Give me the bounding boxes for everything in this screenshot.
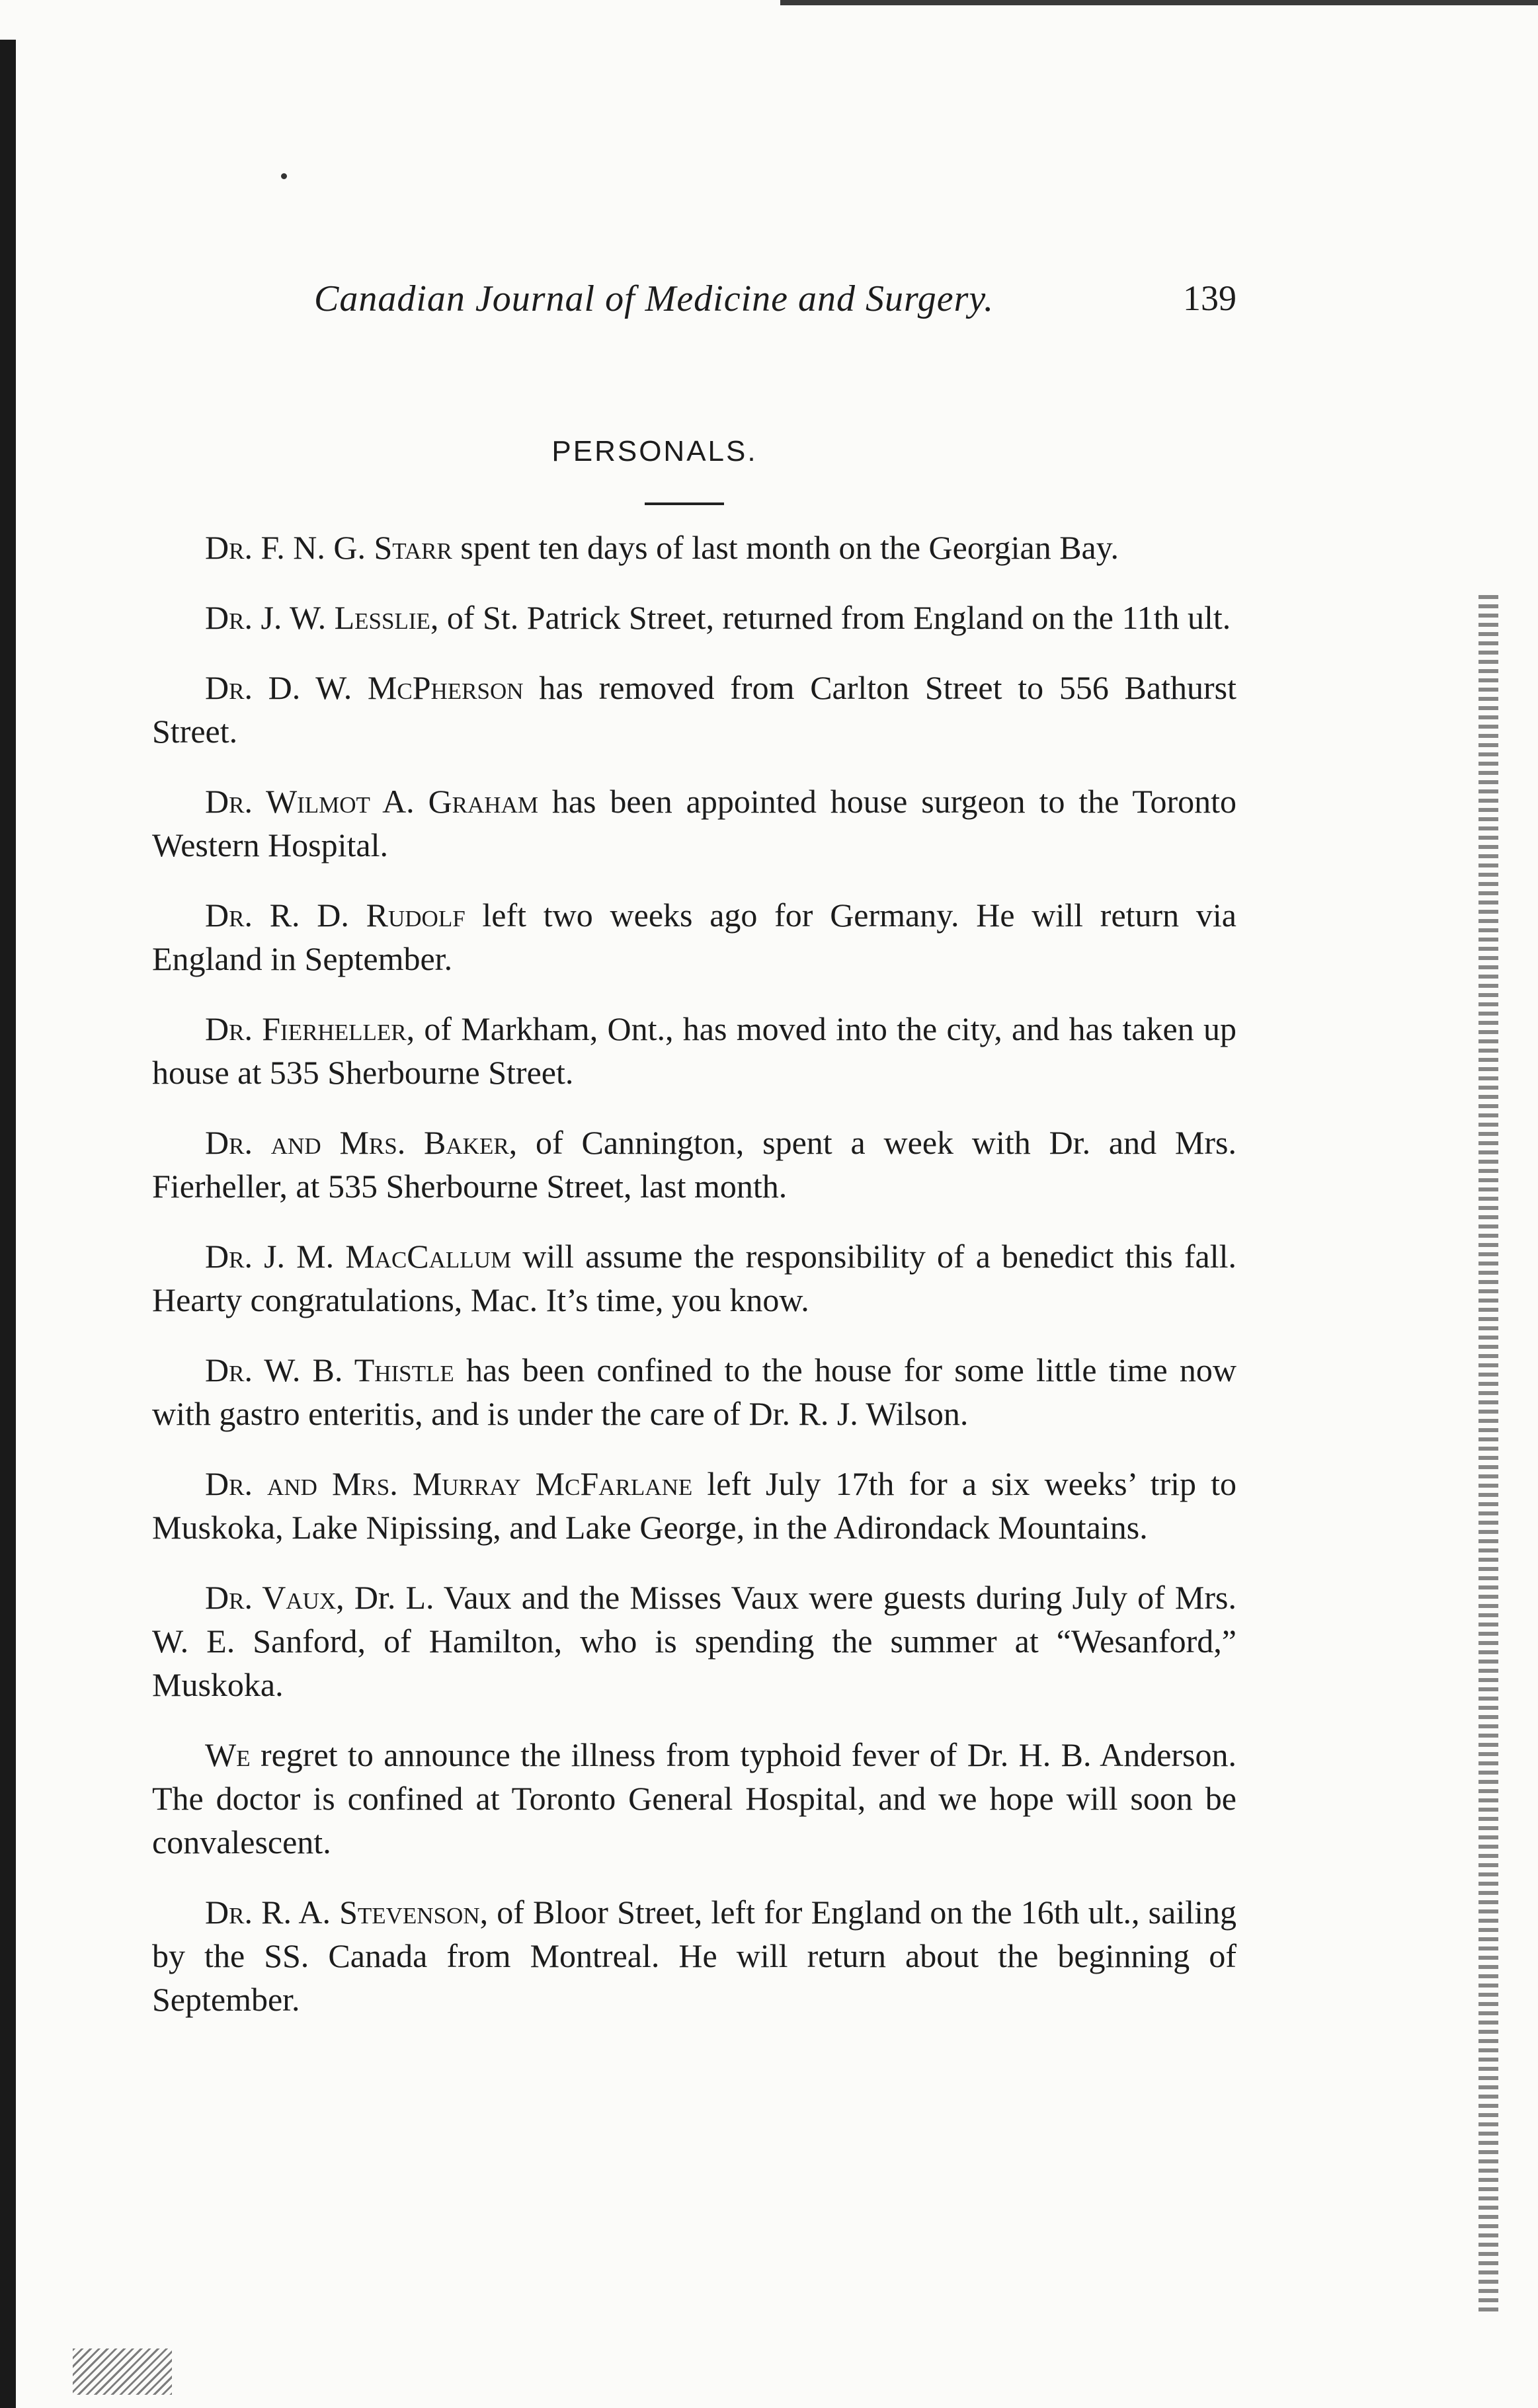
person-name: Dr. and Mrs. Murray McFarlane [205, 1465, 693, 1502]
page-number: 139 [1183, 278, 1236, 318]
person-name: Dr. Wilmot A. Graham [205, 783, 538, 820]
item-text: spent ten days of last month on the Georgian Bay. [452, 529, 1119, 566]
item-text: has removed from Carlton Street to 556 Bathurst Street. [152, 669, 1236, 750]
personal-item [152, 1890, 1236, 2021]
section-title: PERSONALS. [551, 435, 758, 467]
item-text: left two weeks ago for Germany. He will return via England in September. [152, 897, 1236, 977]
person-name: Dr. R. A. Stevenson, [205, 1894, 489, 1931]
person-name: Dr. J. M. MacCallum [205, 1238, 512, 1275]
person-name: Dr. Vaux, [205, 1579, 344, 1616]
item-text: Dr. L. Vaux and the Misses Vaux were guests during July of Mrs. W. E. Sanford, of Hamilton, who is spending the summer at “Wesanford,” Muskoka. [152, 1579, 1236, 1703]
person-name: Dr. F. N. G. Starr [205, 529, 452, 566]
item-text: of Bloor Street, left for England on the 16th ult., sailing by the SS. Canada from Montreal. He will return about the beginning of September. [152, 1894, 1236, 2018]
personal-item [152, 1733, 1236, 1864]
person-name: Dr. J. W. Lesslie, [205, 599, 439, 636]
scan-edge-left [0, 40, 16, 2408]
scan-speck [281, 173, 287, 179]
personal-item [152, 1121, 1236, 1208]
item-text: of St. Patrick Street, returned from England on the 11th ult. [438, 599, 1231, 636]
scan-corner-mark [73, 2348, 172, 2395]
item-text: will assume the responsibility of a benedict this fall. Hearty congratulations, Mac. It’s time, you know. [152, 1238, 1236, 1318]
personal-item [152, 526, 1236, 569]
personal-item [152, 1348, 1236, 1435]
person-name: Dr. Fierheller, [205, 1010, 415, 1047]
personal-item [152, 1576, 1236, 1706]
personal-item [152, 666, 1236, 753]
personal-item [152, 1234, 1236, 1322]
item-text: of Cannington, spent a week with Dr. and Mrs. Fierheller, at 535 Sherbourne Street, last month. [152, 1124, 1236, 1205]
personals-column [152, 526, 1236, 2048]
item-text: left July 17th for a six weeks’ trip to Muskoka, Lake Nipissing, and Lake George, in the Adirondack Mountains. [152, 1465, 1236, 1546]
person-name: Dr. D. W. McPherson [205, 669, 524, 706]
item-text: has been appointed house surgeon to the Toronto Western Hospital. [152, 783, 1236, 863]
person-name: We [205, 1736, 251, 1773]
title-rule [645, 502, 724, 505]
person-name: Dr. R. D. Rudolf [205, 897, 465, 934]
personal-item [152, 1462, 1236, 1549]
personal-item [152, 780, 1236, 867]
personal-item [152, 1007, 1236, 1094]
journal-title: Canadian Journal of Medicine and Surgery. [314, 278, 994, 319]
personal-item [152, 893, 1236, 981]
item-text: regret to announce the illness from typhoid fever of Dr. H. B. Anderson. The doctor is confined at Toronto General Hospital, and we hope will soon be convalescent. [152, 1736, 1236, 1861]
item-text: has been confined to the house for some little time now with gastro enteritis, and is under the care of Dr. R. J. Wilson. [152, 1351, 1236, 1432]
scan-edge-top [780, 0, 1538, 5]
person-name: Dr. and Mrs. Baker, [205, 1124, 518, 1161]
personal-item [152, 596, 1236, 639]
item-text: of Markham, Ont., has moved into the city, and has taken up house at 535 Sherbourne Street. [152, 1010, 1237, 1091]
person-name: Dr. W. B. Thistle [205, 1351, 454, 1388]
scan-edge-right [1478, 595, 1498, 2314]
running-head [314, 278, 1236, 331]
